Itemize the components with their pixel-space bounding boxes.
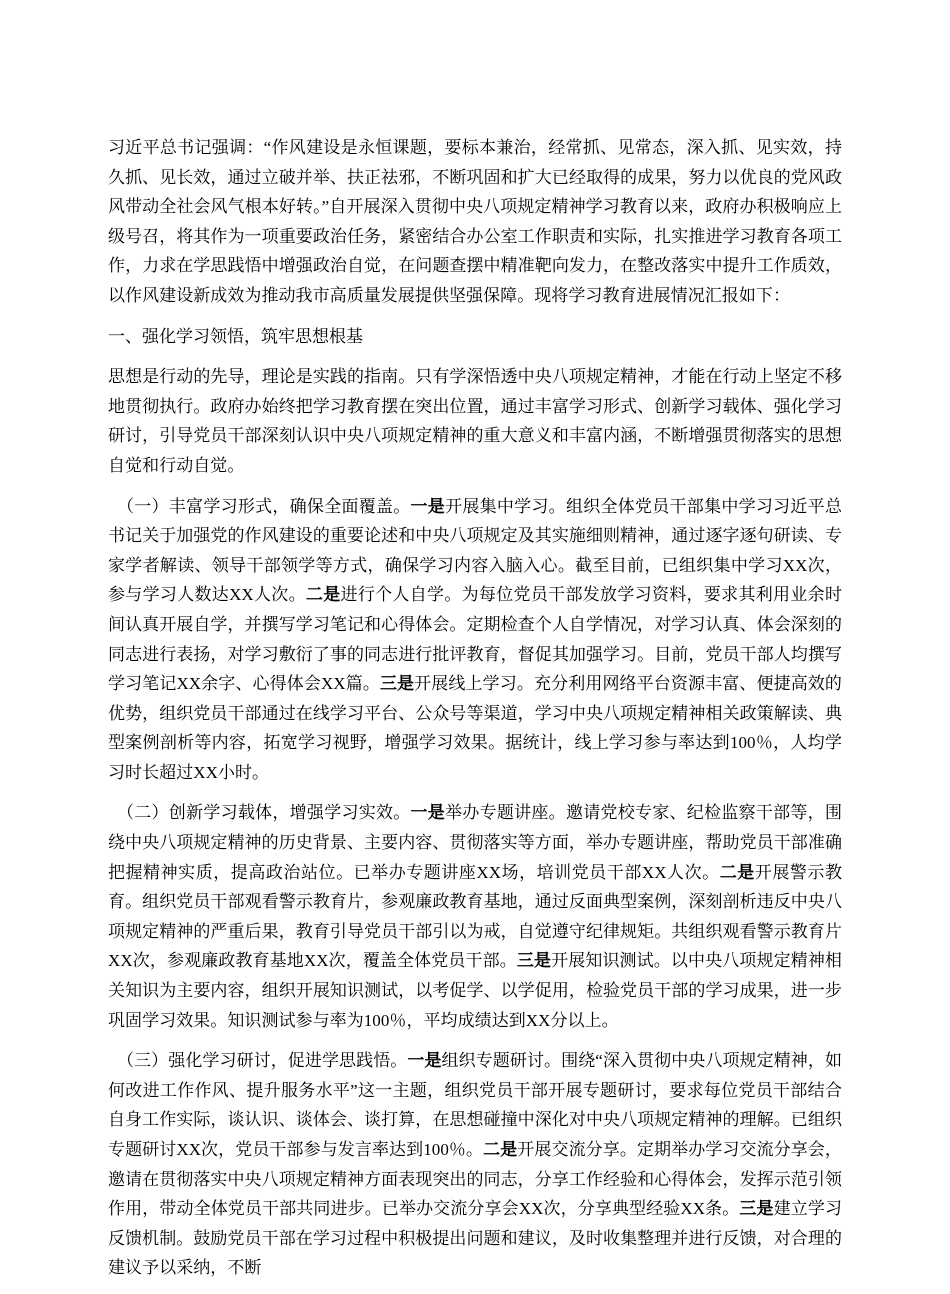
subsection-3-text-3: 建立学习反馈机制。鼓励党员干部在学习过程中积极提出问题和建议，及时收集整理并进行反馈，对合理的建议予以采纳，不断 (108, 1199, 842, 1278)
document-body (108, 122, 842, 1294)
emphasis-marker-third: 三是 (516, 951, 552, 971)
paragraph-intro: 习近平总书记强调：“作风建设是永恒课题，要标本兼治，经常抓、见常态，深入抓、见实效，持久抓、见长效，通过立破并举、扶正祛邪，不断巩固和扩大已经取得的成果，努力以优良的党风政风带动全社会风气根本好转。”自开展深入贯彻中央八项规定精神学习教育以来，政府办积极响应上级号召，将其作为一项重要政治任务，紧密结合办公室工作职责和实际，扎实推进学习教育各项工作，力求在学思践悟中增强政治自觉，在问题查摆中精准靶向发力，在整改落实中提升工作质效，以作风建设新成效为推动我市高质量发展提供坚强保障。现将学习教育进展情况汇报如下： (108, 138, 842, 305)
subsection-1-text-2: 进行个人自学。为每位党员干部发放学习资料，要求其利用业余时间认真开展自学，并撰写学习笔记和心得体会。定期检查个人自学情况，对学习认真、体会深刻的同志进行表扬，对学习敷衍了事的同志进行批评教育，督促其加强学习。目前，党员干部人均撰写学习笔记XX余字、心得体会XX篇。 (108, 585, 843, 694)
emphasis-marker-second: 二是 (305, 585, 341, 605)
emphasis-marker-third: 三是 (739, 1199, 774, 1219)
emphasis-marker-second: 二是 (719, 862, 755, 882)
emphasis-marker-first: 一是 (410, 803, 446, 823)
subsection-2-text-1: 举办专题讲座。邀请党校专家、纪检监察干部等，围绕中央八项规定精神的历史背景、主要内容、贯彻落实等方面，举办专题讲座，帮助党员干部准确把握精神实质，提高政治站位。已举办专题讲座XX场，培训党员干部XX人次。 (108, 803, 842, 882)
paragraph-subsection-3 (108, 1046, 842, 1283)
paragraph-section-1-lead: 思想是行动的先导，理论是实践的指南。只有学深悟透中央八项规定精神，才能在行动上坚定不移地贯彻执行。政府办始终把学习教育摆在突出位置，通过丰富学习形式、创新学习载体、强化学习研讨，引导党员干部深刻认识中央八项规定精神的重大意义和丰富内涵，不断增强贯彻落实的思想自觉和行动自觉。 (108, 367, 842, 475)
paragraph-subsection-2 (108, 798, 842, 1035)
subsection-1-text-1: 开展集中学习。组织全体党员干部集中学习习近平总书记关于加强党的作风建设的重要论述和中央八项规定及其实施细则精神，通过逐字逐句研读、专家学者解读、领导干部领学等方式，确保学习内容入脑入心。截至目前，已组织集中学习XX次，参与学习人数达XX人次。 (108, 496, 842, 605)
subsection-1-text-3: 开展线上学习。充分利用网络平台资源丰富、便捷高效的优势，组织党员干部通过在线学习平台、公众号等渠道，学习中央八项规定精神相关政策解读、典型案例剖析等内容，拓宽学习视野，增强学习效果。据统计，线上学习参与率达到100％，人均学习时长超过XX小时。 (108, 674, 842, 782)
emphasis-marker-third: 三是 (379, 674, 415, 694)
subsection-2-text-2: 开展警示教育。组织党员干部观看警示教育片，参观廉政教育基地，通过反面典型案例，深刻剖析违反中央八项规定精神的严重后果，教育引导党员干部引以为戒，自觉遵守纪律规矩。共组织观看警示教育片XX次，参观廉政教育基地XX次，覆盖全体党员干部。 (108, 862, 843, 971)
subsection-1-lead-text: （一）丰富学习形式，确保全面覆盖。 (117, 496, 411, 516)
subsection-3-text-1: 组织专题研讨。围绕“深入贯彻中央八项规定精神，如何改进工作作风、提升服务水平”这一主题，组织党员干部开展专题研讨，要求每位党员干部结合自身工作实际，谈认识、谈体会、谈打算，在思想碰撞中深化对中央八项规定精神的理解。已组织专题研讨XX次，党员干部参与发言率达到100％。 (108, 1051, 842, 1159)
subsection-2-lead-text: （二）创新学习载体，增强学习实效。 (117, 803, 411, 823)
emphasis-marker-second: 二是 (483, 1140, 518, 1159)
section-heading-1: 一、强化学习领悟，筑牢思想根基 (108, 326, 363, 346)
subsection-2-text-3: 开展知识测试。以中央八项规定精神相关知识为主要内容，组织开展知识测试，以考促学、以学促用，检验党员干部的学习成果，进一步巩固学习效果。知识测试参与率为100％，平均成绩达到XX分以上。 (108, 951, 842, 1030)
subsection-3-text-2: 开展交流分享。定期举办学习交流分享会，邀请在贯彻落实中央八项规定精神方面表现突出的同志，分享工作经验和心得体会，发挥示范引领作用，带动全体党员干部共同进步。已举办交流分享会XX次，分享典型经验XX条。 (108, 1140, 842, 1219)
emphasis-marker-first: 一是 (407, 1051, 442, 1071)
paragraph-subsection-1 (108, 492, 842, 788)
emphasis-marker-first: 一是 (410, 496, 446, 516)
subsection-3-lead-text: （三）强化学习研讨，促进学思践悟。 (117, 1051, 408, 1071)
